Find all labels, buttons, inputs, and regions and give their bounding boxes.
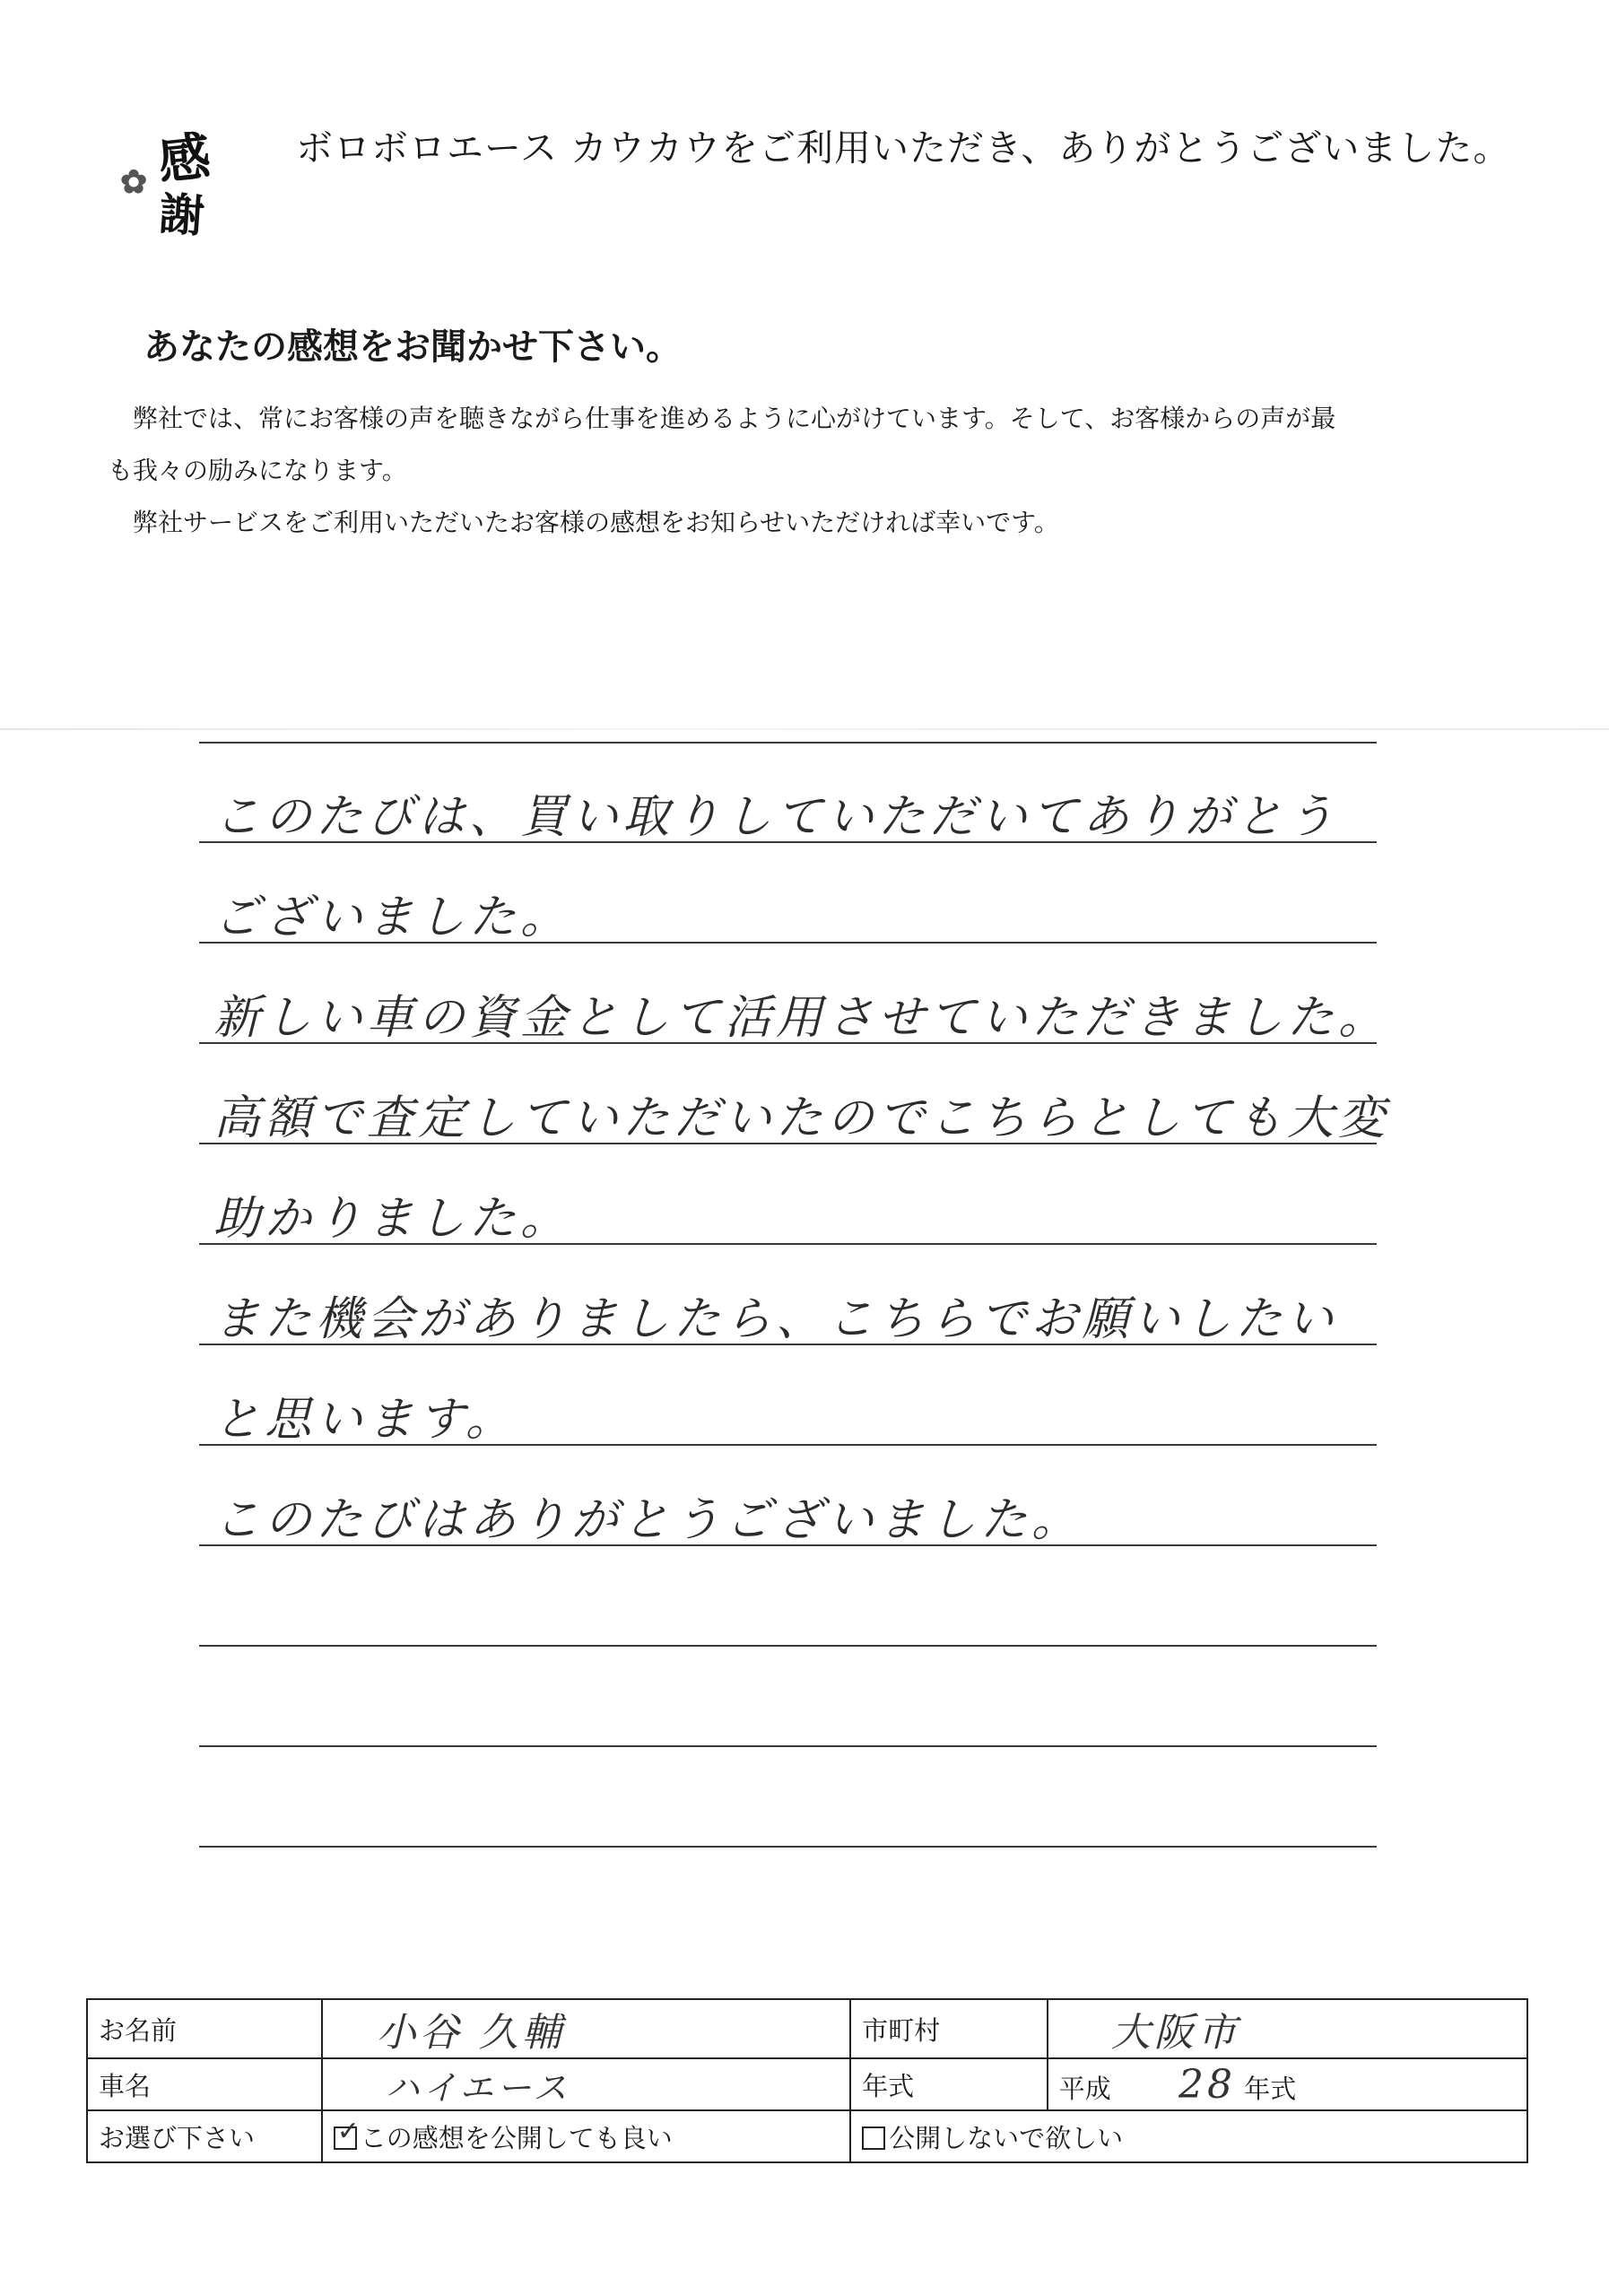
ruled-line bbox=[199, 1745, 1377, 1747]
publish-option-label: この感想を公開しても良い bbox=[360, 2122, 673, 2153]
publish-checkbox[interactable] bbox=[334, 2115, 360, 2150]
intro-line-1: 弊社では、常にお客様の声を聴きながら仕事を進めるように心がけています。そして、お客様からの声が最 bbox=[108, 404, 1336, 433]
private-option[interactable] bbox=[850, 2110, 1527, 2162]
rose-icon: ✿ bbox=[120, 163, 148, 201]
year-label: 年式 bbox=[850, 2058, 1048, 2110]
name-label: お名前 bbox=[87, 1999, 322, 2058]
city-field[interactable]: 大阪市 bbox=[1048, 1999, 1527, 2058]
thank-you-header: ボロボロエース カウカウをご利用いただき、ありがとうございました。 bbox=[296, 126, 1511, 170]
table-row bbox=[87, 2110, 1527, 2162]
private-checkbox[interactable] bbox=[862, 2126, 885, 2150]
city-label: 市町村 bbox=[850, 1999, 1048, 2058]
year-cell bbox=[1048, 2058, 1527, 2110]
publish-option[interactable] bbox=[322, 2110, 850, 2162]
ruled-line bbox=[199, 1645, 1377, 1647]
kansha-logo bbox=[117, 117, 233, 242]
customer-info-table bbox=[86, 1998, 1528, 2163]
comment-line: 助かりました。 bbox=[213, 1192, 572, 1246]
comment-line: ございました。 bbox=[213, 891, 572, 944]
paper-fold-line bbox=[0, 728, 1609, 730]
year-suffix: 年式 bbox=[1244, 2073, 1297, 2104]
intro-line-2: も我々の励みになります。 bbox=[108, 456, 407, 485]
comment-line: このたびは、買い取りしていただいてありがとう bbox=[213, 790, 1339, 844]
table-row bbox=[87, 1999, 1527, 2058]
table-row bbox=[87, 2058, 1527, 2110]
comment-line: 高額で査定していただいたのでこちらとしても大変 bbox=[213, 1091, 1390, 1145]
ruled-line bbox=[199, 742, 1377, 744]
intro-heading: あなたの感想をお聞かせ下さい。 bbox=[144, 326, 682, 368]
car-field[interactable]: ハイエース bbox=[322, 2058, 850, 2110]
comment-line: また機会がありましたら、こちらでお願いしたい bbox=[213, 1292, 1338, 1346]
checkmark-icon: ✓ bbox=[336, 2115, 360, 2147]
comment-line: このたびはありがとうございました。 bbox=[213, 1493, 1083, 1547]
logo-char-bottom: 謝 bbox=[157, 187, 206, 243]
ruled-line bbox=[199, 1846, 1377, 1848]
era-label: 平成 bbox=[1058, 2073, 1111, 2104]
comment-line: 新しい車の資金として活用させていただきました。 bbox=[213, 991, 1390, 1045]
year-field[interactable]: 28 bbox=[1178, 2061, 1237, 2108]
car-label: 車名 bbox=[87, 2058, 322, 2110]
intro-line-3: 弊社サービスをご利用いただいたお客様の感想をお知らせいただければ幸いです。 bbox=[108, 508, 1059, 537]
name-field[interactable]: 小谷 久輔 bbox=[322, 1999, 850, 2058]
comment-line: と思います。 bbox=[213, 1393, 517, 1447]
choose-label: お選び下さい bbox=[87, 2110, 322, 2162]
logo-char-top: 感 bbox=[155, 126, 213, 192]
private-option-label: 公開しないで欲しい bbox=[889, 2122, 1124, 2153]
